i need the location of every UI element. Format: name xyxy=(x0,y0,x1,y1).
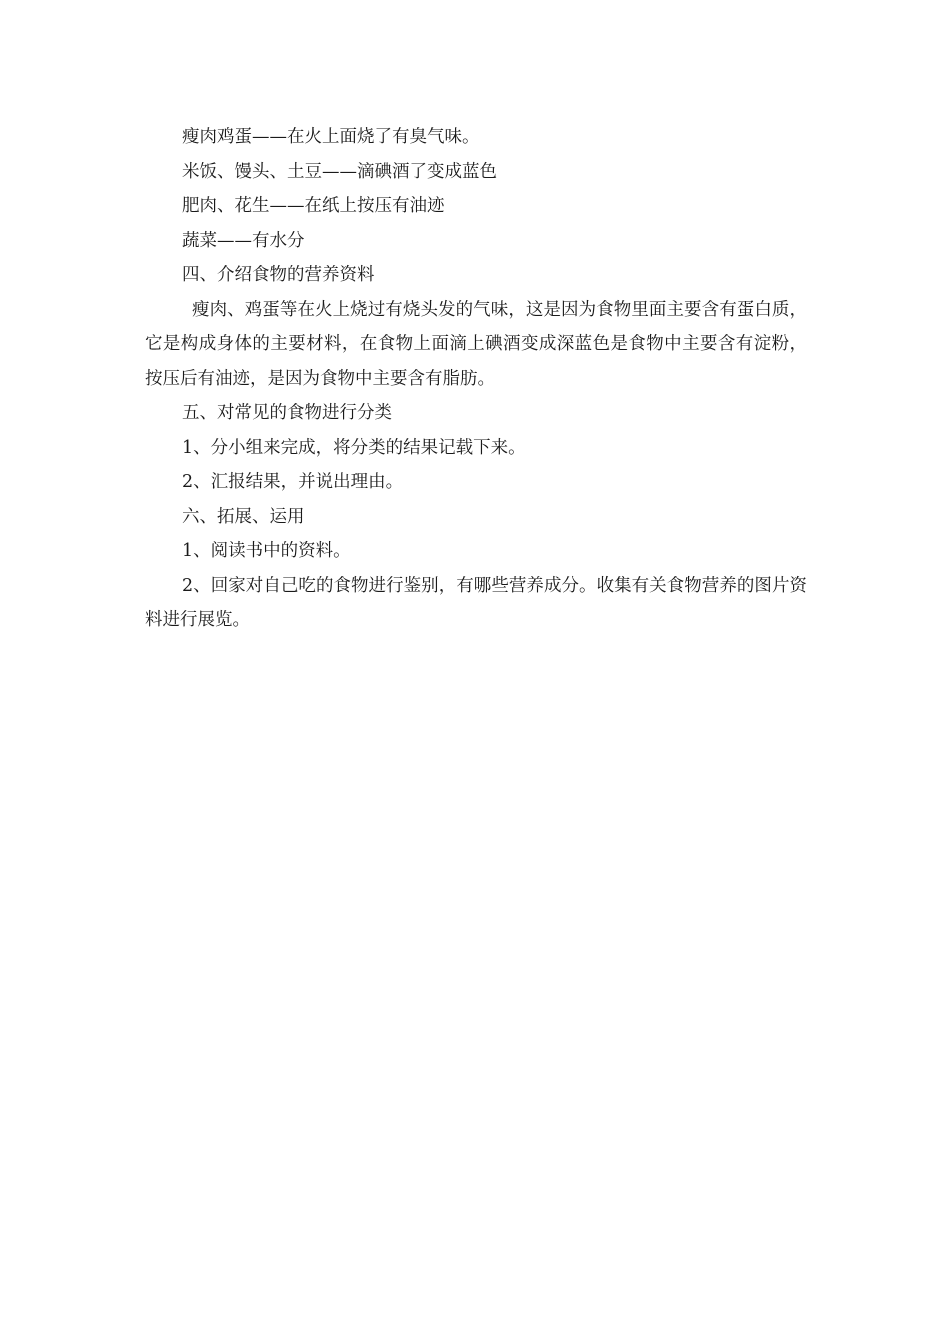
document-body xyxy=(145,120,807,638)
list-item-group-work: 1、分小组来完成，将分类的结果记载下来。 xyxy=(182,437,526,458)
text-line-lean-meat-eggs: 瘦肉鸡蛋——在火上面烧了有臭气味。 xyxy=(182,127,480,147)
section-heading-nutrition: 四、介绍食物的营养资料 xyxy=(182,265,375,285)
text-line-rice-bread-potato: 米饭、馒头、土豆——滴碘酒了变成蓝色 xyxy=(182,161,497,182)
section-heading-extension: 六、拓展、运用 xyxy=(182,506,305,527)
list-item-read-book: 1、阅读书中的资料。 xyxy=(182,541,351,561)
list-item-report: 2、汇报结果，并说出理由。 xyxy=(182,472,404,492)
text-line-fat-peanut: 肥肉、花生——在纸上按压有油迹 xyxy=(182,196,445,216)
section-heading-classify: 五、对常见的食物进行分类 xyxy=(182,403,392,423)
paragraph-home-task: 2、回家对自己吃的食物进行鉴别，有哪些营养成分。收集有关食物营养的图片资料进行展览。 xyxy=(145,575,807,630)
text-line-vegetables: 蔬菜——有水分 xyxy=(182,230,305,251)
paragraph-nutrition: 瘦肉、鸡蛋等在火上烧过有烧头发的气味，这是因为食物里面主要含有蛋白质，它是构成身体的主要材料，在食物上面滴上碘酒变成深蓝色是食物中主要含有淀粉，按压后有油迹，是因为食物中主要含有脂肪。 xyxy=(145,299,807,389)
